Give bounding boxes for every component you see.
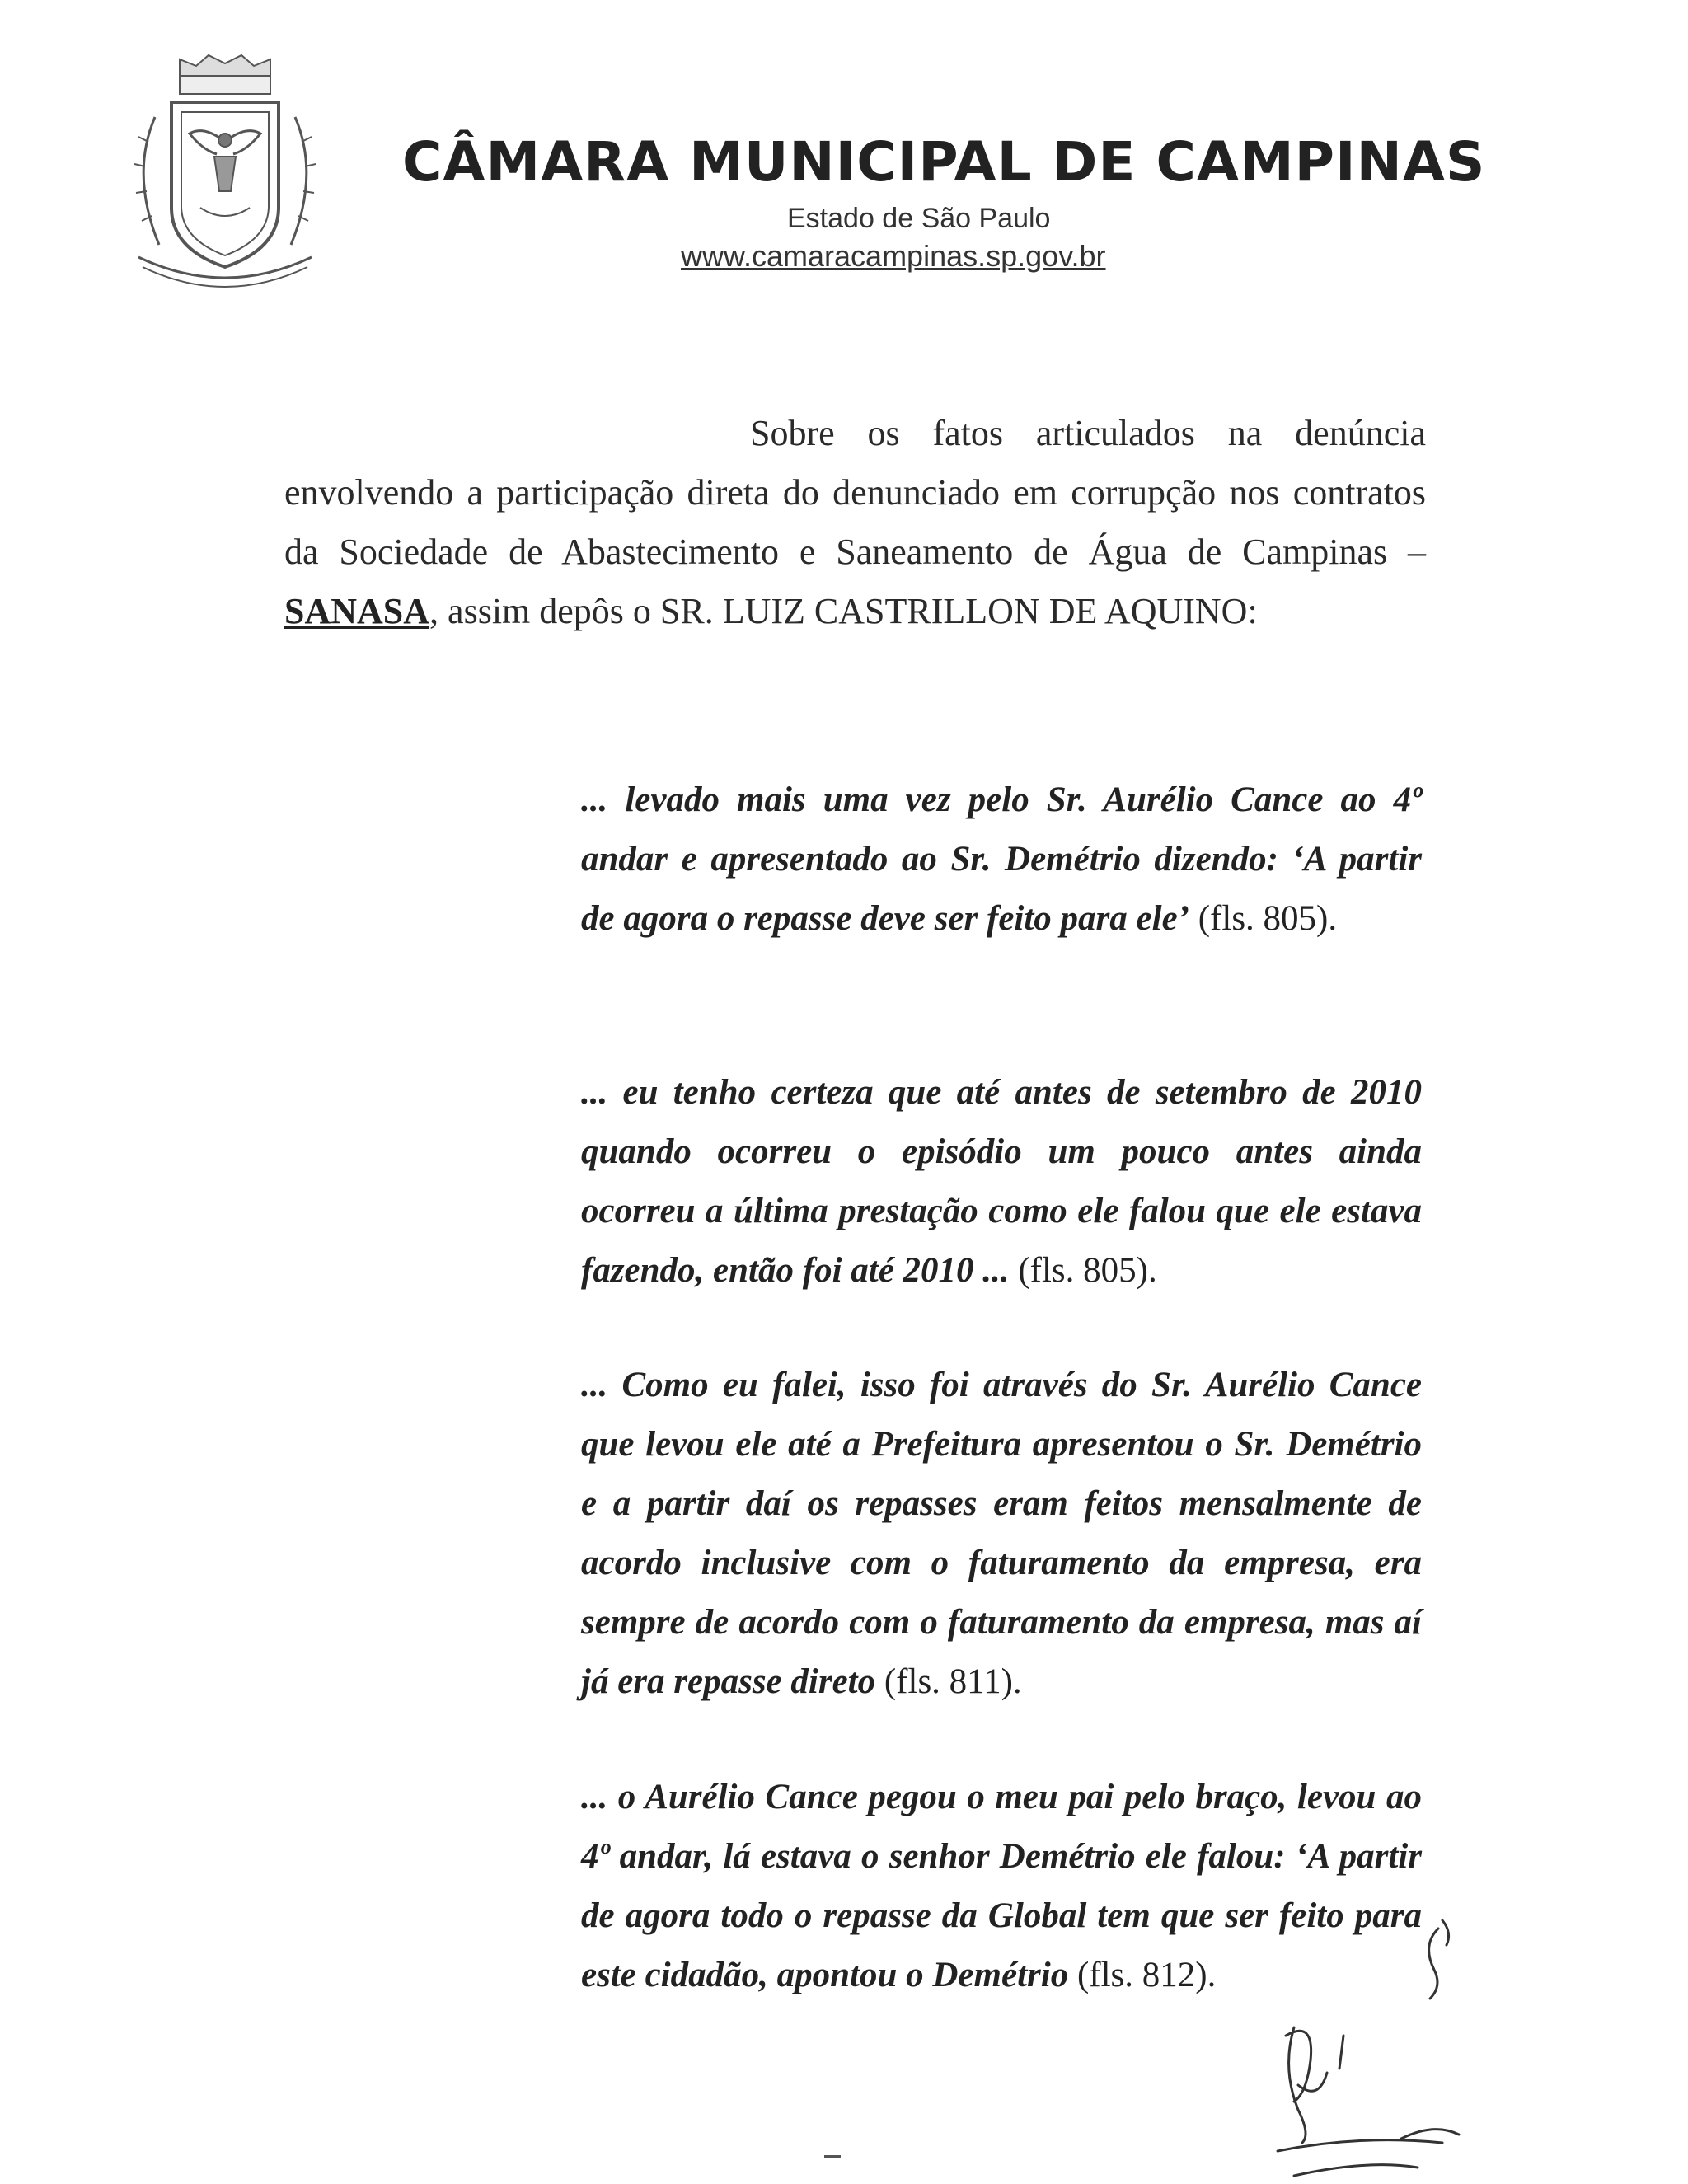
intro-text-2: , assim depôs o SR. LUIZ CASTRILLON DE AQUINO:	[429, 591, 1258, 631]
quote-text: ... Como eu falei, isso foi através do Sr. Aurélio Cance que levou ele até a Prefeitura apresentou o Sr. Demétrio e a partir daí os repasses eram feitos mensalmente de acordo inclusive com o faturamento da empresa, era sempre de acordo com o faturamento da empresa, mas aí já era repasse direto	[581, 1366, 1422, 1701]
quote-text: ... levado mais uma vez pelo Sr. Aurélio Cance ao 4º andar e apresentado ao Sr. Demétrio dizendo: ‘A partir de agora o repasse deve ser feito para ele’	[581, 780, 1422, 938]
testimony-quote-2	[581, 1063, 1422, 1301]
quote-ref: (fls. 805).	[1189, 899, 1338, 938]
handwritten-signature-icon	[1236, 1896, 1484, 2184]
quote-text: ... eu tenho certeza que até antes de setembro de 2010 quando ocorreu o episódio um pouco antes ainda ocorreu a última prestação como ele falou que ele estava fazendo, então foi até 2010 ...	[581, 1073, 1422, 1290]
quote-text: ... o Aurélio Cance pegou o meu pai pelo braço, levou ao 4º andar, lá estava o senhor Demétrio ele falou: ‘A partir de agora todo o repasse da Global tem que ser feito para este cidadão, apontou o Demétrio	[581, 1778, 1422, 1994]
page-title: CÂMARA MUNICIPAL DE CAMPINAS	[402, 130, 1486, 194]
intro-company-name: SANASA	[284, 591, 430, 631]
municipal-coat-of-arms-icon	[122, 51, 328, 298]
testimony-quote-3	[581, 1356, 1422, 1712]
testimony-quote-1	[581, 771, 1422, 949]
intro-paragraph	[284, 404, 1426, 641]
intro-text-1: Sobre os fatos articulados na denúncia envolvendo a participação direta do denunciado em corrupção nos contratos da Sociedade de Abastecimento e Saneamento de Água de Campinas –	[284, 413, 1426, 572]
quote-ref: (fls. 812).	[1068, 1956, 1217, 1994]
header-state: Estado de São Paulo	[787, 203, 1051, 234]
header-url-link[interactable]: www.camaracampinas.sp.gov.br	[681, 239, 1106, 273]
quote-ref: (fls. 805).	[1009, 1251, 1157, 1290]
page-number-mark	[824, 2155, 841, 2158]
quote-ref: (fls. 811).	[875, 1662, 1022, 1701]
